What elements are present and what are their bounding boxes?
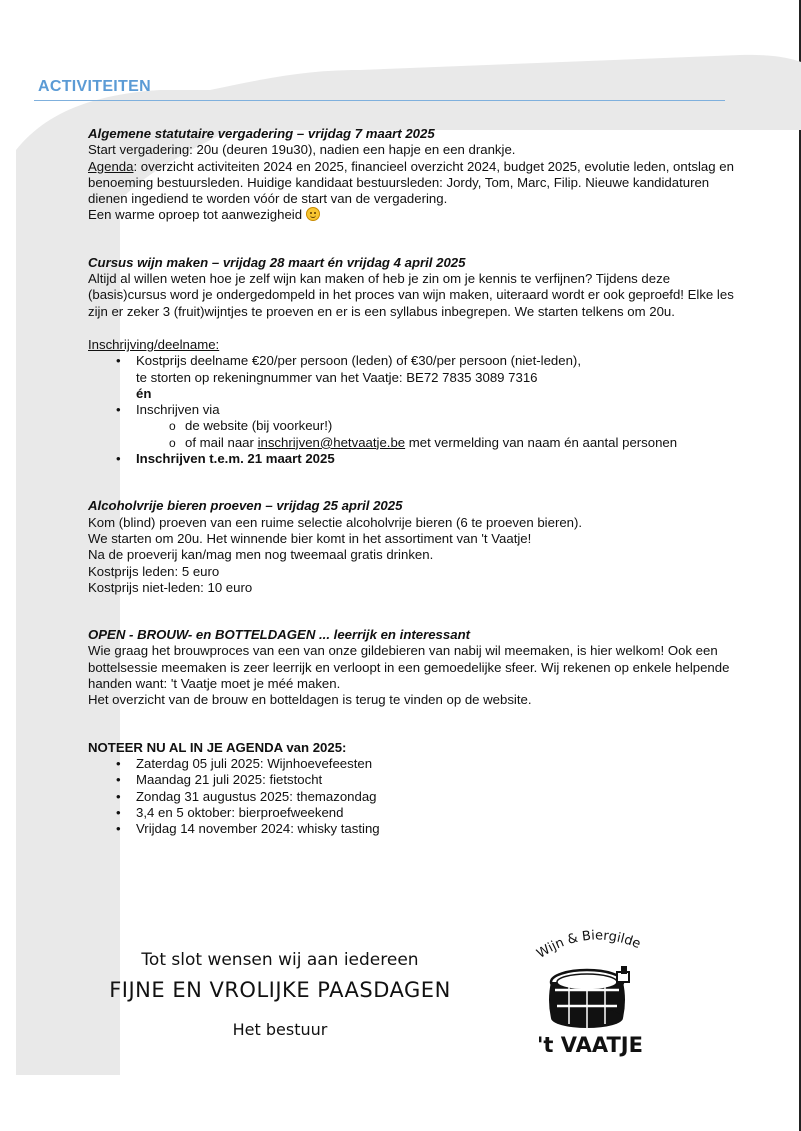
closing-signature: Het bestuur [232, 1020, 328, 1039]
deadline-text: Inschrijven t.e.m. 21 maart 2025 [136, 451, 335, 467]
brouw-text: Wie graag het brouwproces van een van onze gildebieren van nabij wil meemaken, is hier welkom! Ook een bottelsessie meemaken is zeer leerrijk en verloopt in een gemoedelijke sfeer. Wij rekenen op enkele helpende handen want: 't Vaatje moet je méé maken. [88, 643, 730, 692]
heading-divider [34, 100, 725, 101]
bieren-line: We starten om 20u. Het winnende bier komt in het assortiment van 't Vaatje! [88, 530, 532, 546]
section-bieren [88, 498, 738, 596]
list-item: • Zondag 31 augustus 2025: themazondag [136, 789, 738, 805]
warm-call-text: Een warme oproep tot aanwezigheid [88, 207, 303, 223]
section-brouw [88, 627, 738, 708]
agenda-label: Agenda [88, 158, 134, 174]
email-link[interactable]: inschrijven@hetvaatje.be [257, 434, 406, 450]
cursus-title: Cursus wijn maken – vrijdag 28 maart én vrijdag 4 april 2025 [88, 254, 466, 270]
list-item [136, 402, 738, 451]
list-item: o de website (bij voorkeur!) [185, 418, 738, 434]
bieren-line: Kostprijs leden: 5 euro [88, 563, 220, 579]
mail-suffix: met vermelding van naam én aantal personen [405, 434, 678, 450]
cursus-text: Altijd al willen weten hoe je zelf wijn kan maken of heb je zin om je kennis te verfijnen? Tijdens deze (basis)cursus word je ondergedompeld in het proces van wijn maken, uiteraard wordt er ook geproefd! Elke les zijn er zeker 3 (fruit)wijntjes te proeven en er is een syllabus inbegrepen. We starten telkens om 20u. [88, 271, 734, 319]
vergadering-title: Algemene statutaire vergadering – vrijdag 7 maart 2025 [88, 126, 435, 141]
list-item: • 3,4 en 5 oktober: bierproefweekend [136, 805, 738, 821]
logo-arc-text: Wijn & Biergilde [534, 928, 643, 962]
list-item [136, 353, 738, 402]
logo [525, 920, 665, 1060]
section-agenda [88, 740, 738, 838]
section-vergadering [88, 126, 738, 224]
price-line: Kostprijs deelname €20/per persoon (leden) of €30/per persoon (niet-leden), [136, 353, 581, 369]
inschrijving-label: Inschrijving/deelname: [88, 336, 220, 352]
logo-name: 't VAATJE [537, 1033, 643, 1057]
closing-easter: FIJNE EN VROLIJKE PAASDAGEN [109, 978, 451, 1002]
mail-prefix: of mail naar [185, 434, 258, 450]
vergadering-line1: Start vergadering: 20u (deuren 19u30), nadien een hapje en een drankje. [88, 142, 516, 158]
account-line: te storten op rekeningnummer van het Vaatje: BE72 7835 3089 7316 [136, 369, 538, 385]
closing-wish: Tot slot wensen wij aan iedereen [141, 950, 419, 970]
register-via: Inschrijven via [136, 402, 220, 418]
brouw-title: OPEN - BROUW- en BOTTELDAGEN ... leerrijk en interessant [88, 627, 471, 643]
barrel-icon [549, 966, 629, 1028]
list-item [136, 451, 738, 467]
and-word: én [136, 385, 152, 401]
register-options [136, 418, 738, 451]
smiley-icon [306, 207, 320, 221]
agenda-list [88, 756, 738, 837]
section-heading: ACTIVITEITEN [38, 78, 151, 95]
list-item [185, 435, 738, 451]
section-cursus [88, 255, 738, 468]
bieren-line: Kostprijs niet-leden: 10 euro [88, 579, 253, 595]
bieren-line: Na de proeverij kan/mag men nog tweemaal gratis drinken. [88, 547, 434, 563]
agenda-title: NOTEER NU AL IN JE AGENDA van 2025: [88, 739, 347, 755]
inschrijving-list [88, 353, 738, 467]
document-body [88, 126, 738, 837]
vergadering-agenda [88, 159, 738, 208]
list-item: • Zaterdag 05 juli 2025: Wijnhoevefeesten [136, 756, 738, 772]
agenda-text: : overzicht activiteiten 2024 en 2025, financieel overzicht 2024, budget 2025, evolutie leden, ontslag en benoeming bestuursleden. Huidige kandidaat bestuursleden: Jordy, Tom, Marc, Filip. Nieuwe kandidaturen dienen ingediend te worden vóór de start van de vergadering. [88, 158, 734, 207]
bieren-line: Kom (blind) proeven van een ruime selectie alcoholvrije bieren (6 te proeven bieren). [88, 514, 583, 530]
list-item: • Vrijdag 14 november 2024: whisky tasting [136, 821, 738, 837]
list-item: • Maandag 21 juli 2025: fietstocht [136, 772, 738, 788]
vergadering-last-line [88, 207, 738, 223]
brouw-last-line: Het overzicht van de brouw en botteldagen is terug te vinden op de website. [88, 692, 532, 708]
bieren-title: Alcoholvrije bieren proeven – vrijdag 25 april 2025 [88, 498, 403, 514]
